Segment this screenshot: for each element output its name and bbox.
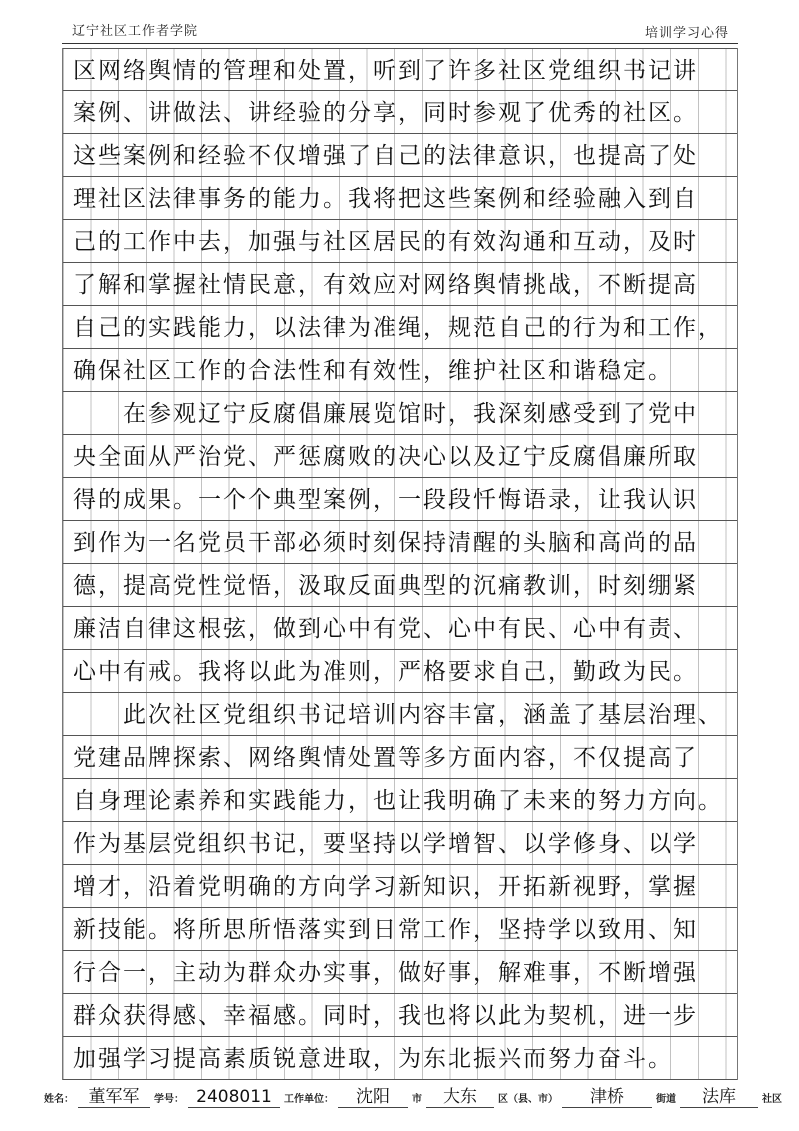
text-line: 得的成果。一个个典型案例，一段段忏悔语录，让我认识 [63,478,737,521]
district-value: 大东 [426,1082,494,1108]
work-unit-label: 工作单位： [284,1094,334,1105]
text-line: 德，提高党性觉悟，汲取反面典型的沉痛教训，时刻绷紧 [63,564,737,607]
city-label: 市 [412,1094,422,1105]
text-line: 增才，沿着党明确的方向学习新知识，开拓新视野，掌握 [63,865,737,908]
student-id-label: 学号： [154,1094,184,1105]
text-line: 行合一，主动为群众办实事，做好事，解难事，不断增强 [63,951,737,994]
signature-footer [44,1082,782,1108]
ruled-writing-grid [62,48,738,1080]
text-line: 自己的实践能力，以法律为准绳，规范自己的行为和工作， [63,306,737,349]
text-line: 区网络舆情的管理和处置，听到了许多社区党组织书记讲 [63,48,737,91]
text-line: 理社区法律事务的能力。我将把这些案例和经验融入到自 [63,177,737,220]
text-line: 央全面从严治党、严惩腐败的决心以及辽宁反腐倡廉所取 [63,435,737,478]
text-line: 了解和掌握社情民意，有效应对网络舆情挑战，不断提高 [63,263,737,306]
text-line: 己的工作中去，加强与社区居民的有效沟通和互动，及时 [63,220,737,263]
text-line: 新技能。将所思所悟落实到日常工作，坚持学以致用、知 [63,908,737,951]
community-label: 社区 [762,1094,782,1105]
text-line: 作为基层党组织书记，要坚持以学增智、以学修身、以学 [63,822,737,865]
text-line: 确保社区工作的合法性和有效性，维护社区和谐稳定。 [63,349,737,392]
header-rule [62,43,738,44]
text-line: 这些案例和经验不仅增强了自己的法律意识，也提高了处 [63,134,737,177]
street-value: 津桥 [562,1082,652,1108]
text-line: 廉洁自律这根弦，做到心中有党、心中有民、心中有责、 [63,607,737,650]
text-line: 案例、讲做法、讲经验的分享，同时参观了优秀的社区。 [63,91,737,134]
student-id-value: 2408011 [188,1087,280,1108]
document-type-header: 培训学习心得 [644,26,729,41]
district-label: 区（县、市） [498,1094,558,1105]
text-line: 加强学习提高素质锐意进取，为东北振兴而努力奋斗。 [63,1037,737,1080]
name-label: 姓名： [44,1094,74,1105]
street-label: 街道 [656,1094,676,1105]
text-line: 自身理论素养和实践能力，也让我明确了未来的努力方向。 [63,779,737,822]
city-value: 沈阳 [338,1082,408,1108]
text-line: 心中有戒。我将以此为准则，严格要求自己，勤政为民。 [63,650,737,693]
institution-header: 辽宁社区工作者学院 [72,24,199,39]
text-line: 党建品牌探索、网络舆情处置等多方面内容，不仅提高了 [63,736,737,779]
text-line: 群众获得感、幸福感。同时，我也将以此为契机，进一步 [63,994,737,1037]
text-line: 此次社区党组织书记培训内容丰富，涵盖了基层治理、 [63,693,737,736]
text-line: 到作为一名党员干部必须时刻保持清醒的头脑和高尚的品 [63,521,737,564]
text-line: 在参观辽宁反腐倡廉展览馆时，我深刻感受到了党中 [63,392,737,435]
community-value: 法库 [680,1082,758,1108]
name-value: 董军军 [78,1082,150,1108]
